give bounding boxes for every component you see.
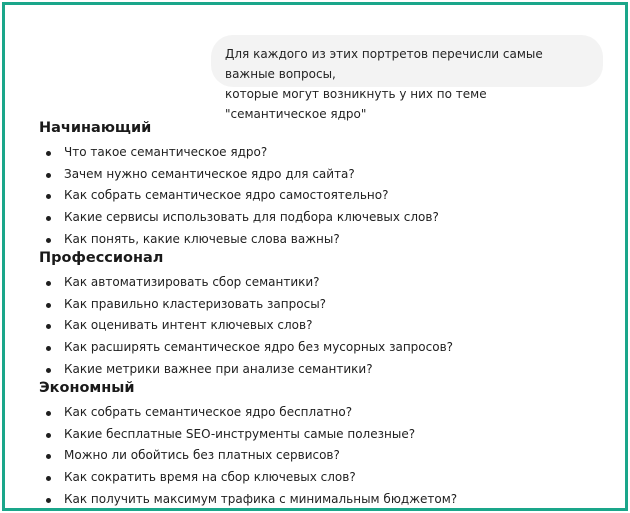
section-economical bbox=[39, 378, 457, 510]
section-beginner bbox=[39, 118, 439, 250]
list-item-text: Как правильно кластеризовать запросы? bbox=[64, 296, 327, 311]
bullet-icon bbox=[46, 498, 51, 503]
chat-frame bbox=[2, 2, 628, 511]
section-title: Профессионал bbox=[39, 250, 164, 266]
section-title: Начинающий bbox=[39, 120, 152, 136]
list-item-text: Как оценивать интент ключевых слов? bbox=[64, 318, 313, 333]
section-title: Экономный bbox=[39, 380, 135, 396]
list-item bbox=[39, 315, 453, 337]
bullet-icon bbox=[46, 194, 51, 199]
list-item-text: Зачем нужно семантическое ядро для сайта? bbox=[64, 166, 355, 181]
bullet-icon bbox=[46, 216, 51, 221]
list-item-text: Что такое семантическое ядро? bbox=[64, 145, 268, 159]
list-item bbox=[39, 185, 439, 207]
bullet-icon bbox=[46, 368, 51, 373]
bullet-icon bbox=[46, 238, 51, 243]
bullet-icon bbox=[46, 324, 51, 329]
list-item-text: Какие метрики важнее при анализе семантики? bbox=[64, 361, 373, 376]
list-item bbox=[39, 467, 457, 489]
bullet-icon bbox=[46, 281, 51, 286]
bullet-icon bbox=[46, 476, 51, 481]
list-item bbox=[39, 489, 457, 511]
list-item bbox=[39, 445, 457, 467]
list-item-text: Какие бесплатные SEO-инструменты самые полезные? bbox=[64, 426, 416, 441]
list-item bbox=[39, 337, 453, 359]
list-item-text: Как собрать семантическое ядро самостоятельно? bbox=[64, 188, 389, 203]
list-item-text: Можно ли обойтись без платных сервисов? bbox=[64, 448, 340, 463]
bullet-icon bbox=[46, 411, 51, 416]
list-item bbox=[39, 207, 439, 229]
list-item-text: Как получить максимум трафика с минимальным бюджетом? bbox=[64, 491, 458, 506]
question-list bbox=[39, 142, 439, 250]
list-item-text: Какие сервисы использовать для подбора ключевых слов? bbox=[64, 210, 439, 225]
list-item-text: Как понять, какие ключевые слова важны? bbox=[64, 231, 340, 246]
question-list bbox=[39, 272, 453, 380]
section-professional bbox=[39, 248, 453, 380]
list-item bbox=[39, 294, 453, 316]
list-item bbox=[39, 424, 457, 446]
bullet-icon bbox=[46, 303, 51, 308]
user-message-bubble bbox=[211, 35, 603, 121]
list-item bbox=[39, 402, 457, 424]
list-item bbox=[39, 142, 439, 164]
bullet-icon bbox=[46, 454, 51, 459]
bullet-icon bbox=[46, 346, 51, 351]
list-item-text: Как автоматизировать сбор семантики? bbox=[64, 275, 320, 289]
list-item-text: Как собрать семантическое ядро бесплатно? bbox=[64, 405, 353, 419]
list-item-text: Как расширять семантическое ядро без мусорных запросов? bbox=[64, 340, 454, 355]
user-message-line-1: Для каждого из этих портретов перечисли самые важные вопросы, bbox=[225, 47, 543, 81]
bullet-icon bbox=[46, 173, 51, 178]
list-item bbox=[39, 164, 439, 186]
question-list bbox=[39, 402, 457, 510]
bullet-icon bbox=[46, 151, 51, 156]
bullet-icon bbox=[46, 433, 51, 438]
list-item bbox=[39, 272, 453, 294]
user-message-line-2: которые могут возникнуть у них по теме "семантическое ядро" bbox=[225, 87, 487, 121]
list-item-text: Как сократить время на сбор ключевых слов? bbox=[64, 470, 356, 485]
